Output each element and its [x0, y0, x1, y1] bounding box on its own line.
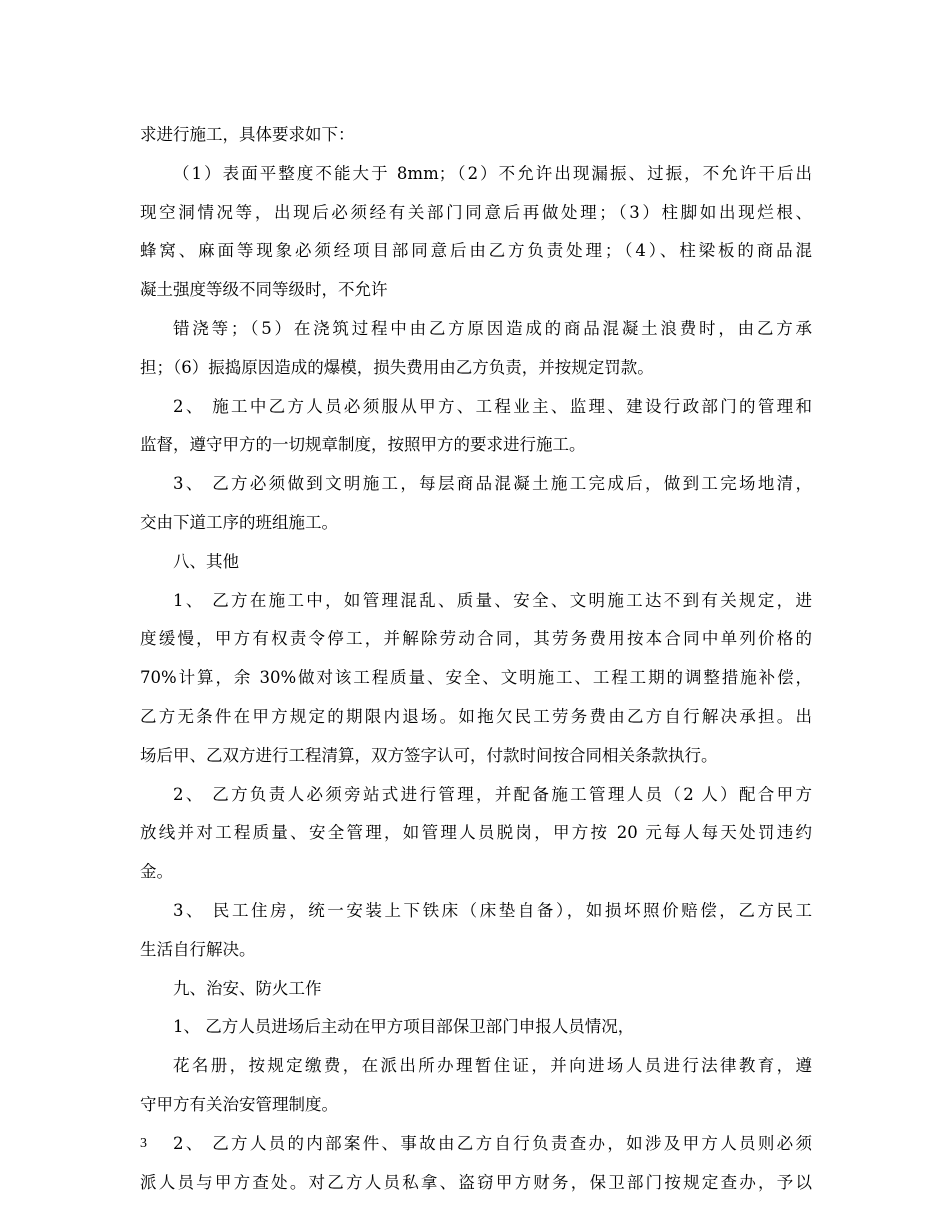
text-line: 乙方无条件在甲方规定的期限内退场。如拖欠民工劳务费由乙方自行解决承担。出 [140, 706, 812, 726]
text-line: 2、 施工中乙方人员必须服从甲方、工程业主、监理、建设行政部门的管理和 [173, 396, 812, 416]
text-line: 3、 民工住房，统一安装上下铁床（床垫自备），如损坏照价赔偿，乙方民工 [173, 900, 812, 920]
text-line: 监督，遵守甲方的一切规章制度，按照甲方的要求进行施工。 [140, 435, 586, 455]
section-heading: 八、其他 [173, 551, 239, 571]
text-line: 1、 乙方在施工中，如管理混乱、质量、安全、文明施工达不到有关规定，进 [173, 590, 812, 610]
text-line: 2、 乙方负责人必须旁站式进行管理，并配备施工管理人员（2 人）配合甲方 [173, 784, 812, 804]
text-line: 2、 乙方人员的内部案件、事故由乙方自行负责查办，如涉及甲方人员则必须 [173, 1133, 812, 1153]
text-line: 凝土强度等级不同等级时，不允许 [140, 280, 388, 300]
text-line: 派人员与甲方查处。对乙方人员私拿、盗窃甲方财务，保卫部门按规定查办，予以 [140, 1172, 812, 1192]
text-line: 求进行施工，具体要求如下： [140, 125, 355, 144]
text-line: 70%计算，余 30%做对该工程质量、安全、文明施工、工程工期的调整措施补偿， [140, 668, 812, 688]
text-line: 生活自行解决。 [140, 939, 256, 959]
text-line: 放线并对工程质量、安全管理，如管理人员脱岗，甲方按 20 元每人每天处罚违约 [140, 823, 812, 843]
section-heading: 九、治安、防火工作 [173, 978, 322, 998]
text-line: 交由下道工序的班组施工。 [140, 512, 338, 532]
text-line: （1）表面平整度不能大于 8mm；（2）不允许出现漏振、过振，不允许干后出 [173, 163, 812, 183]
page-number: 3 [140, 1136, 147, 1151]
text-line: 3、 乙方必须做到文明施工，每层商品混凝土施工完成后，做到工完场地清， [173, 474, 812, 494]
text-line: 金。 [140, 862, 173, 882]
text-line: 1、 乙方人员进场后主动在甲方项目部保卫部门申报人员情况， [173, 1017, 635, 1037]
document-body [140, 116, 812, 1202]
text-line: 担；（6）振捣原因造成的爆模，损失费用由乙方负责，并按规定罚款。 [140, 357, 654, 377]
text-line: 场后甲、乙双方进行工程清算，双方签字认可，付款时间按合同相关条款执行。 [140, 745, 718, 765]
text-line: 现空洞情况等，出现后必须经有关部门同意后再做处理；（3）柱脚如出现烂根、 [140, 202, 812, 222]
text-line: 蜂窝、麻面等现象必须经项目部同意后由乙方负责处理；（4）、柱梁板的商品混 [140, 241, 812, 261]
text-line: 花名册，按规定缴费，在派出所办理暂住证，并向进场人员进行法律教育，遵 [173, 1056, 812, 1076]
text-line: 错浇等；（5）在浇筑过程中由乙方原因造成的商品混凝土浪费时，由乙方承 [173, 318, 812, 338]
text-line: 度缓慢，甲方有权责令停工，并解除劳动合同，其劳务费用按本合同中单列价格的 [140, 629, 812, 649]
text-line: 守甲方有关治安管理制度。 [140, 1094, 338, 1114]
